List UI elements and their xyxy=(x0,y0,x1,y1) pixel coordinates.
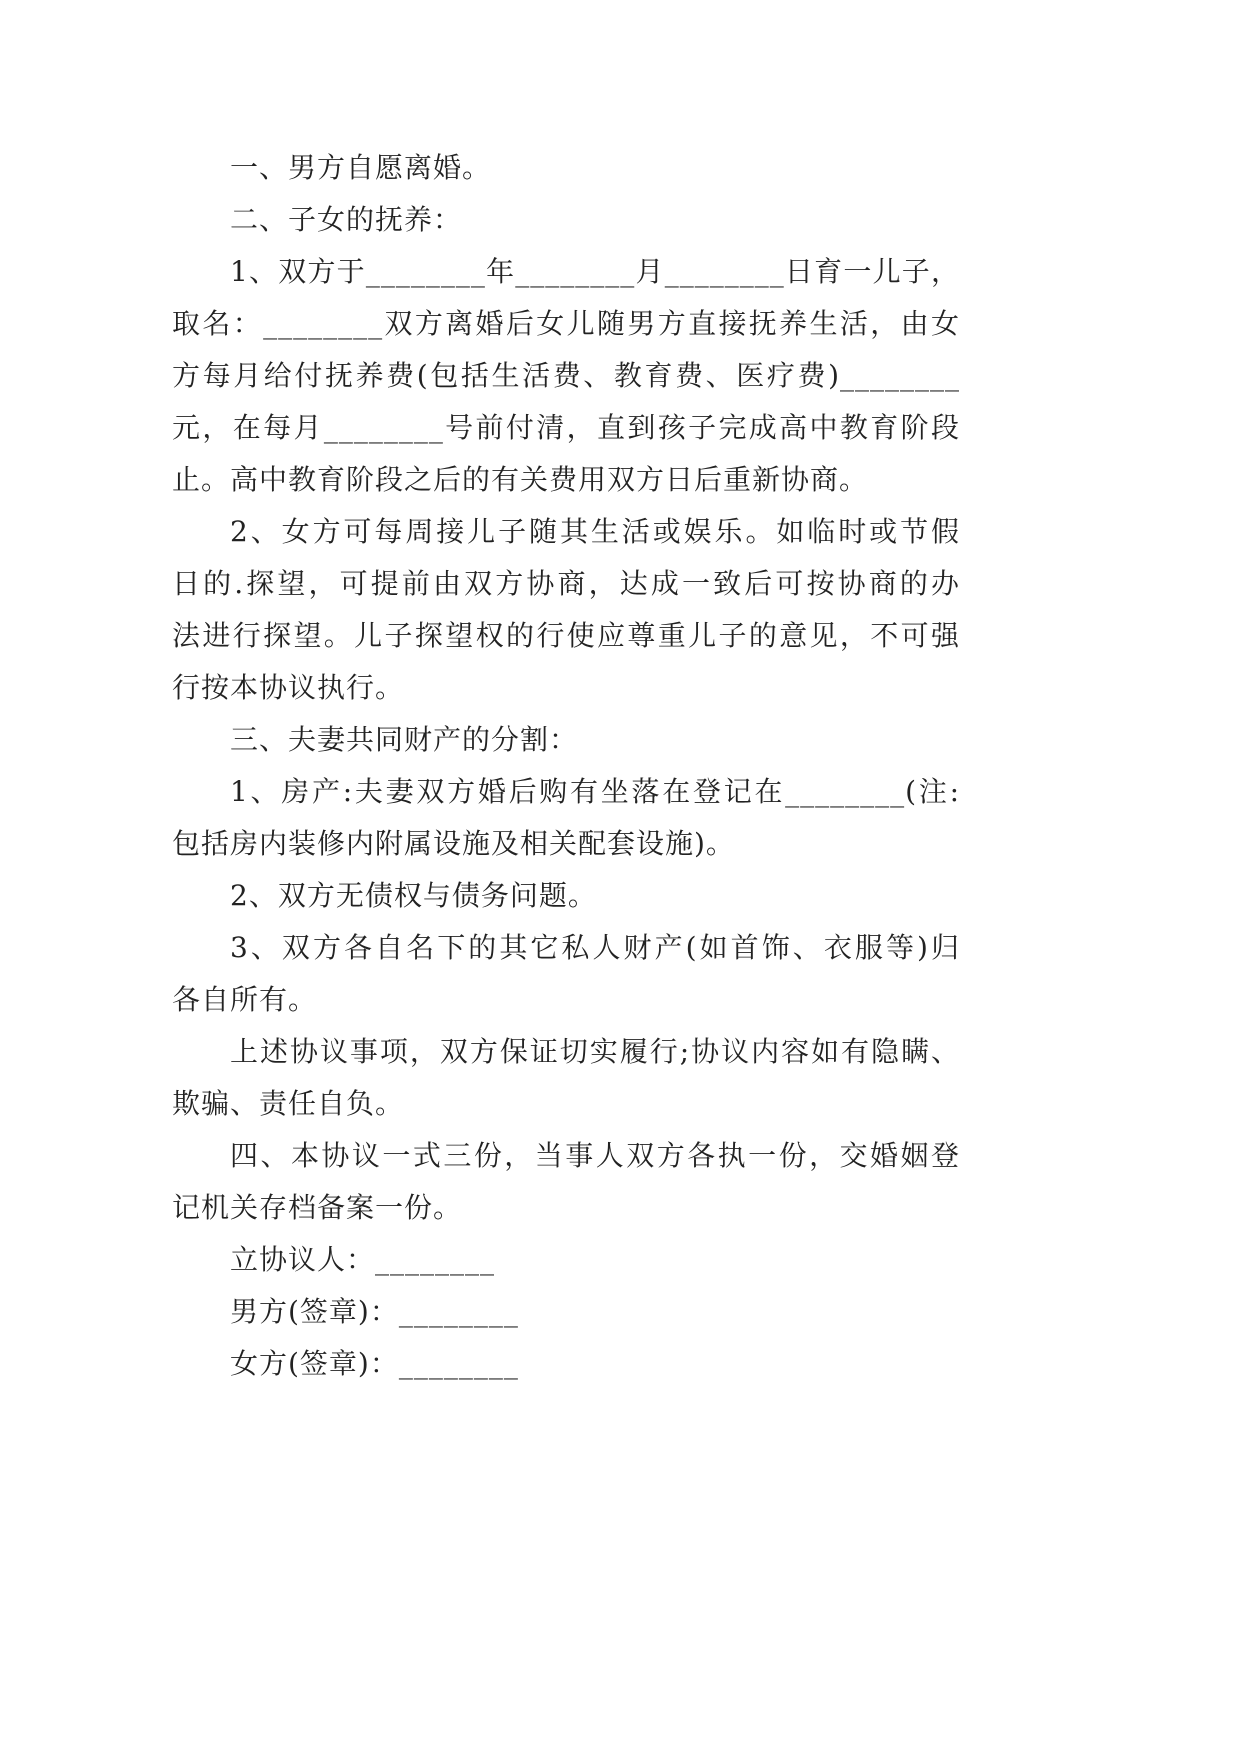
paragraph-line: 二、子女的抚养： xyxy=(230,203,463,236)
paragraph-line: 行按本协议执行。 xyxy=(172,671,405,704)
paragraph xyxy=(172,714,960,766)
paragraph-line: 2、女方可每周接儿子随其生活或娱乐。如临时或节假 xyxy=(230,515,960,548)
paragraph-line: 1、双方于________年________月________日育一儿子， xyxy=(230,255,960,288)
paragraph-line: 包括房内装修内附属设施及相关配套设施)。 xyxy=(172,827,735,860)
paragraph-line: 法进行探望。儿子探望权的行使应尊重儿子的意见，不可强 xyxy=(172,619,960,652)
paragraph-line: 上述协议事项，双方保证切实履行;协议内容如有隐瞒、 xyxy=(230,1035,960,1068)
paragraph-line: 日的.探望，可提前由双方协商，达成一致后可按协商的办 xyxy=(172,567,960,600)
paragraph-line: 三、夫妻共同财产的分割： xyxy=(230,723,579,756)
paragraph xyxy=(172,870,960,922)
paragraph xyxy=(172,194,960,246)
paragraph xyxy=(172,506,960,714)
paragraph-line: 立协议人：________ xyxy=(230,1243,496,1276)
paragraph-line: 方每月给付抚养费(包括生活费、教育费、医疗费)________ xyxy=(172,359,960,392)
paragraph-line: 女方(签章)：________ xyxy=(230,1347,519,1380)
paragraph xyxy=(172,1234,960,1286)
paragraph-line: 一、男方自愿离婚。 xyxy=(230,151,492,184)
paragraph-line: 各自所有。 xyxy=(172,983,318,1016)
paragraph xyxy=(172,1130,960,1234)
paragraph xyxy=(172,922,960,1026)
document-body xyxy=(172,142,960,1390)
paragraph-line: 2、双方无债权与债务问题。 xyxy=(230,879,597,912)
paragraph-line: 记机关存档备案一份。 xyxy=(172,1191,463,1224)
paragraph-line: 1、房产:夫妻双方婚后购有坐落在登记在________(注: xyxy=(230,775,960,808)
paragraph xyxy=(172,1026,960,1130)
paragraph-line: 男方(签章)：________ xyxy=(230,1295,519,1328)
paragraph-line: 元，在每月________号前付清，直到孩子完成高中教育阶段 xyxy=(172,411,960,444)
paragraph xyxy=(172,766,960,870)
paragraph-line: 欺骗、责任自负。 xyxy=(172,1087,405,1120)
paragraph xyxy=(172,142,960,194)
paragraph xyxy=(172,246,960,506)
paragraph-line: 取名：________双方离婚后女儿随男方直接抚养生活，由女 xyxy=(172,307,960,340)
paragraph xyxy=(172,1338,960,1390)
paragraph-line: 止。高中教育阶段之后的有关费用双方日后重新协商。 xyxy=(172,463,869,496)
paragraph-line: 四、本协议一式三份，当事人双方各执一份，交婚姻登 xyxy=(230,1139,960,1172)
paragraph xyxy=(172,1286,960,1338)
paragraph-line: 3、双方各自名下的其它私人财产(如首饰、衣服等)归 xyxy=(230,931,960,964)
